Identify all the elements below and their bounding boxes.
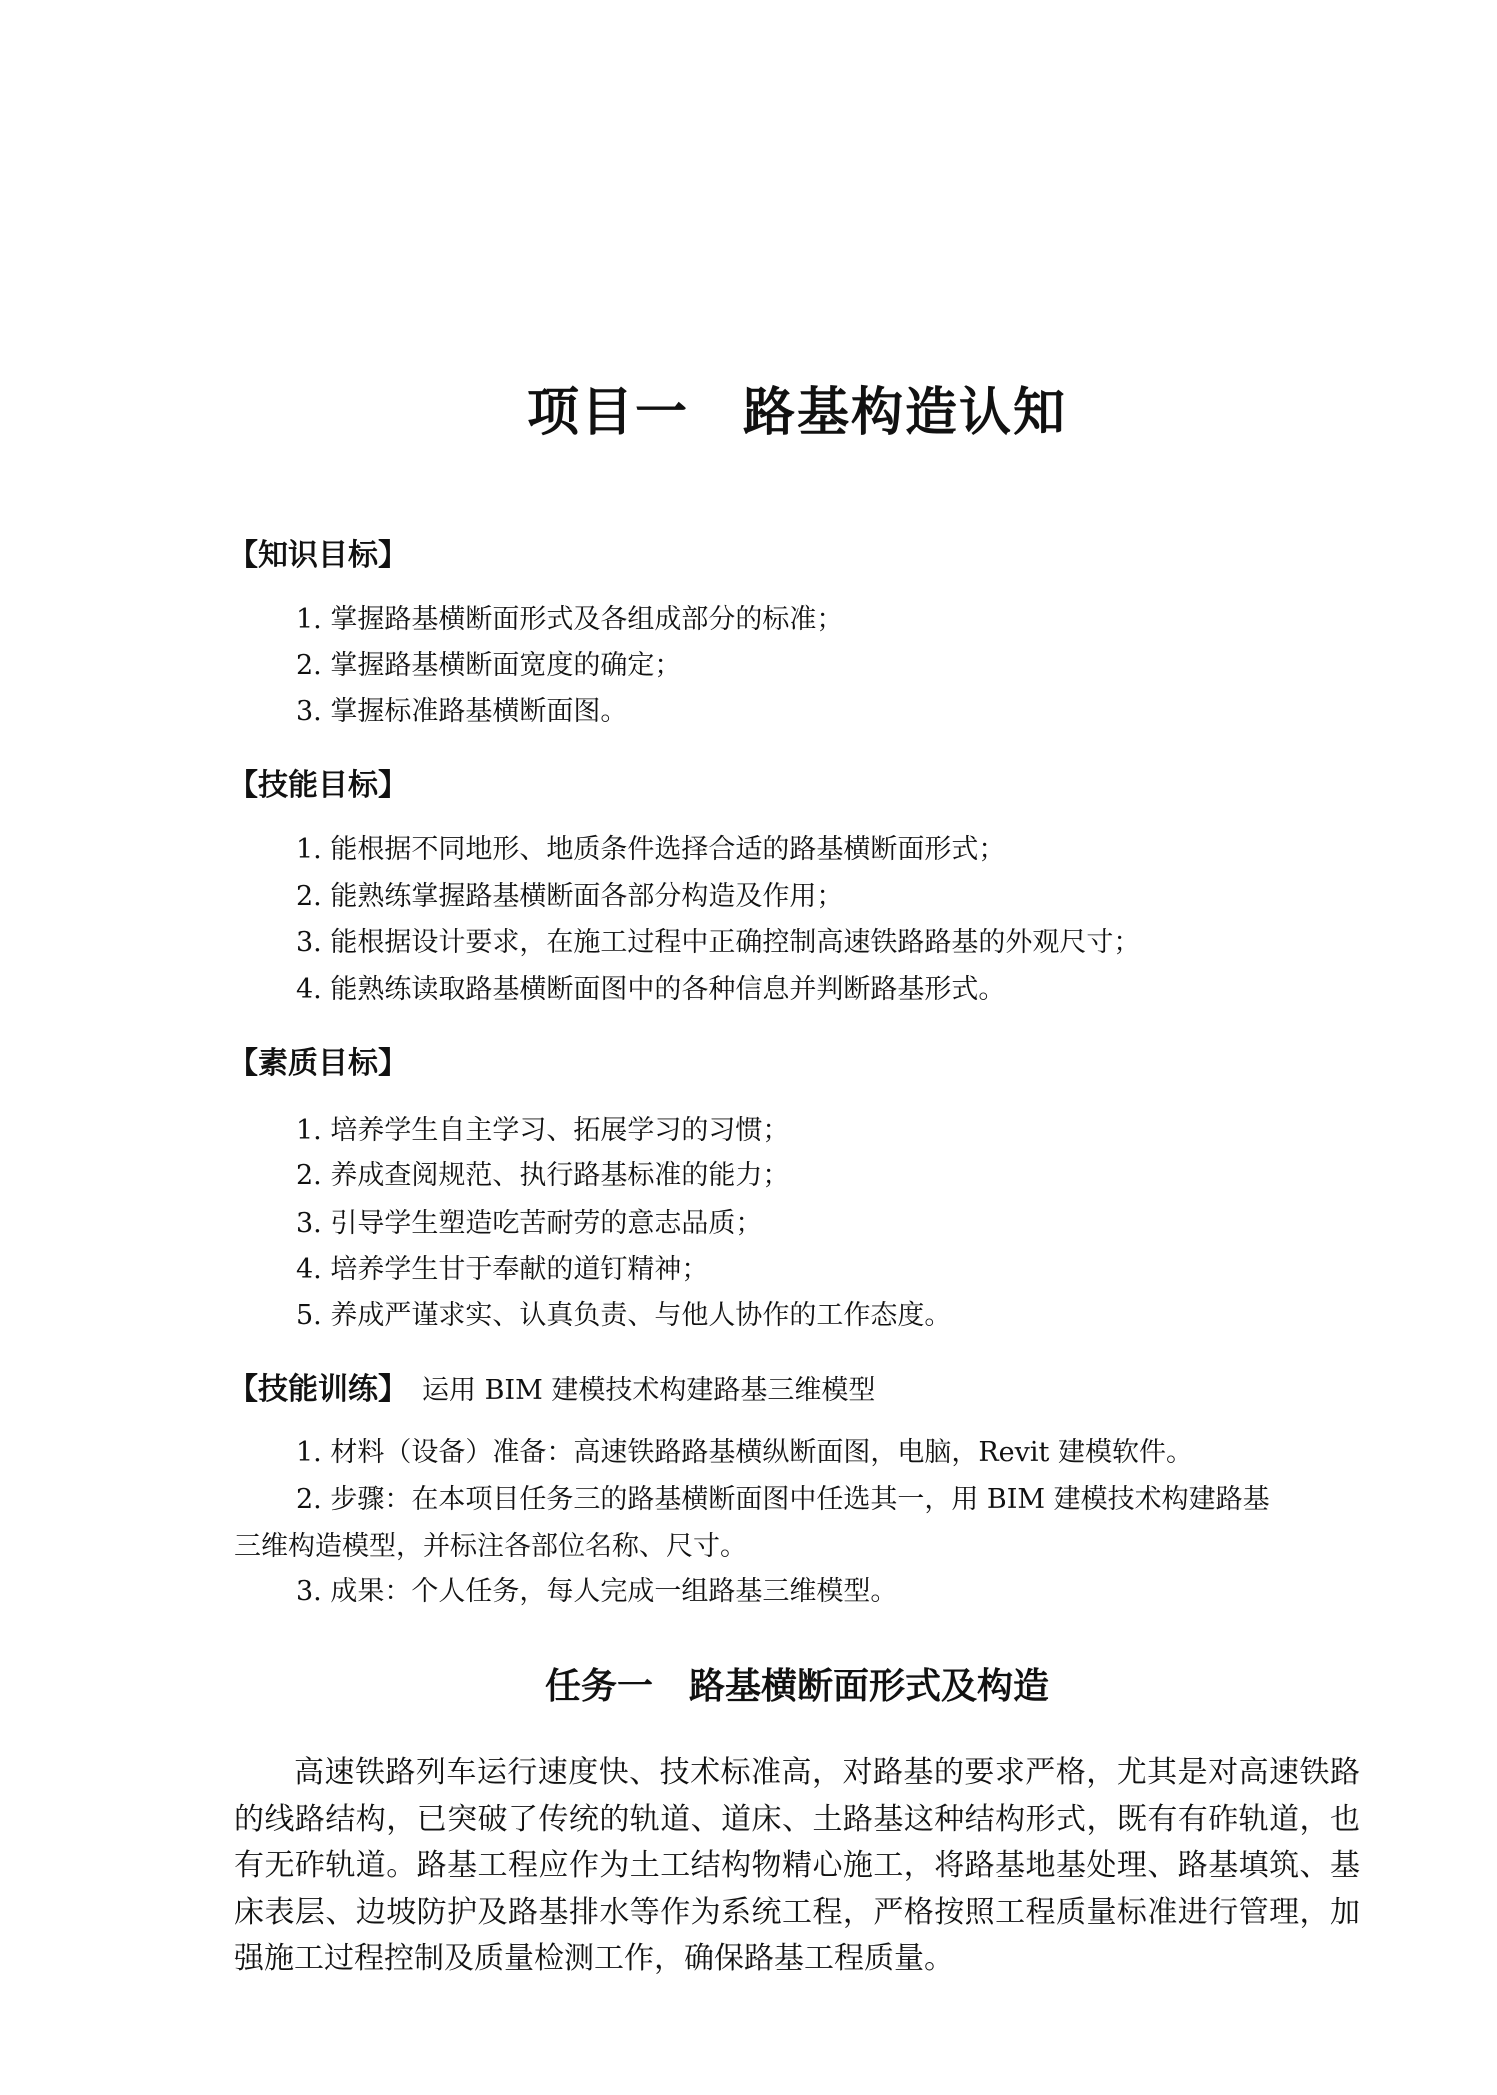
list-item: 1. 能根据不同地形、地质条件选择合适的路基横断面形式； xyxy=(296,834,1006,865)
section-heading-training xyxy=(228,1364,875,1408)
section-heading-quality: 【素质目标】 xyxy=(228,1046,408,1081)
list-item: 1. 培养学生自主学习、拓展学习的习惯； xyxy=(296,1115,790,1146)
list-item: 2. 养成查阅规范、执行路基标准的能力； xyxy=(296,1160,790,1191)
list-item: 5. 养成严谨求实、认真负责、与他人协作的工作态度。 xyxy=(296,1300,952,1331)
list-item: 1. 掌握路基横断面形式及各组成部分的标准； xyxy=(296,604,844,635)
section-heading-skills: 【技能目标】 xyxy=(228,768,408,803)
section-heading-knowledge: 【知识目标】 xyxy=(228,538,408,573)
list-item: 3. 能根据设计要求，在施工过程中正确控制高速铁路路基的外观尺寸； xyxy=(296,927,1141,958)
body-paragraph: 高速铁路列车运行速度快、技术标准高，对路基的要求严格，尤其是对高速铁路的线路结构，已突破了传统的轨道、道床、土路基这种结构形式，既有有砟轨道，也有无砟轨道。路基工程应作为土工结构物精心施工，将路基地基处理、路基填筑、基床表层、边坡防护及路基排水等作为系统工程，严格按照工程质量标准进行管理，加强施工过程控制及质量检测工作，确保路基工程质量。 xyxy=(234,1755,1360,1976)
list-item: 2. 步骤：在本项目任务三的路基横断面图中任选其一，用 BIM 建模技术构建路基 xyxy=(296,1484,1270,1515)
list-item: 3. 引导学生塑造吃苦耐劳的意志品质； xyxy=(296,1208,763,1239)
list-item-continuation: 三维构造模型，并标注各部位名称、尺寸。 xyxy=(234,1531,747,1562)
list-item: 4. 培养学生甘于奉献的道钉精神； xyxy=(296,1254,709,1285)
list-item: 3. 掌握标准路基横断面图。 xyxy=(296,696,628,727)
list-item: 2. 能熟练掌握路基横断面各部分构造及作用； xyxy=(296,881,844,912)
section-subtitle: 运用 BIM 建模技术构建路基三维模型 xyxy=(422,1375,876,1406)
section-heading-label: 【技能训练】 xyxy=(228,1372,408,1407)
chapter-title: 项目一 路基构造认知 xyxy=(526,383,1067,443)
list-item: 4. 能熟练读取路基横断面图中的各种信息并判断路基形式。 xyxy=(296,974,1006,1005)
list-item: 1. 材料（设备）准备：高速铁路路基横纵断面图，电脑，Revit 建模软件。 xyxy=(296,1437,1193,1468)
list-item: 2. 掌握路基横断面宽度的确定； xyxy=(296,650,682,681)
task-heading: 任务一 路基横断面形式及构造 xyxy=(544,1666,1049,1707)
list-item: 3. 成果：个人任务，每人完成一组路基三维模型。 xyxy=(296,1576,898,1607)
